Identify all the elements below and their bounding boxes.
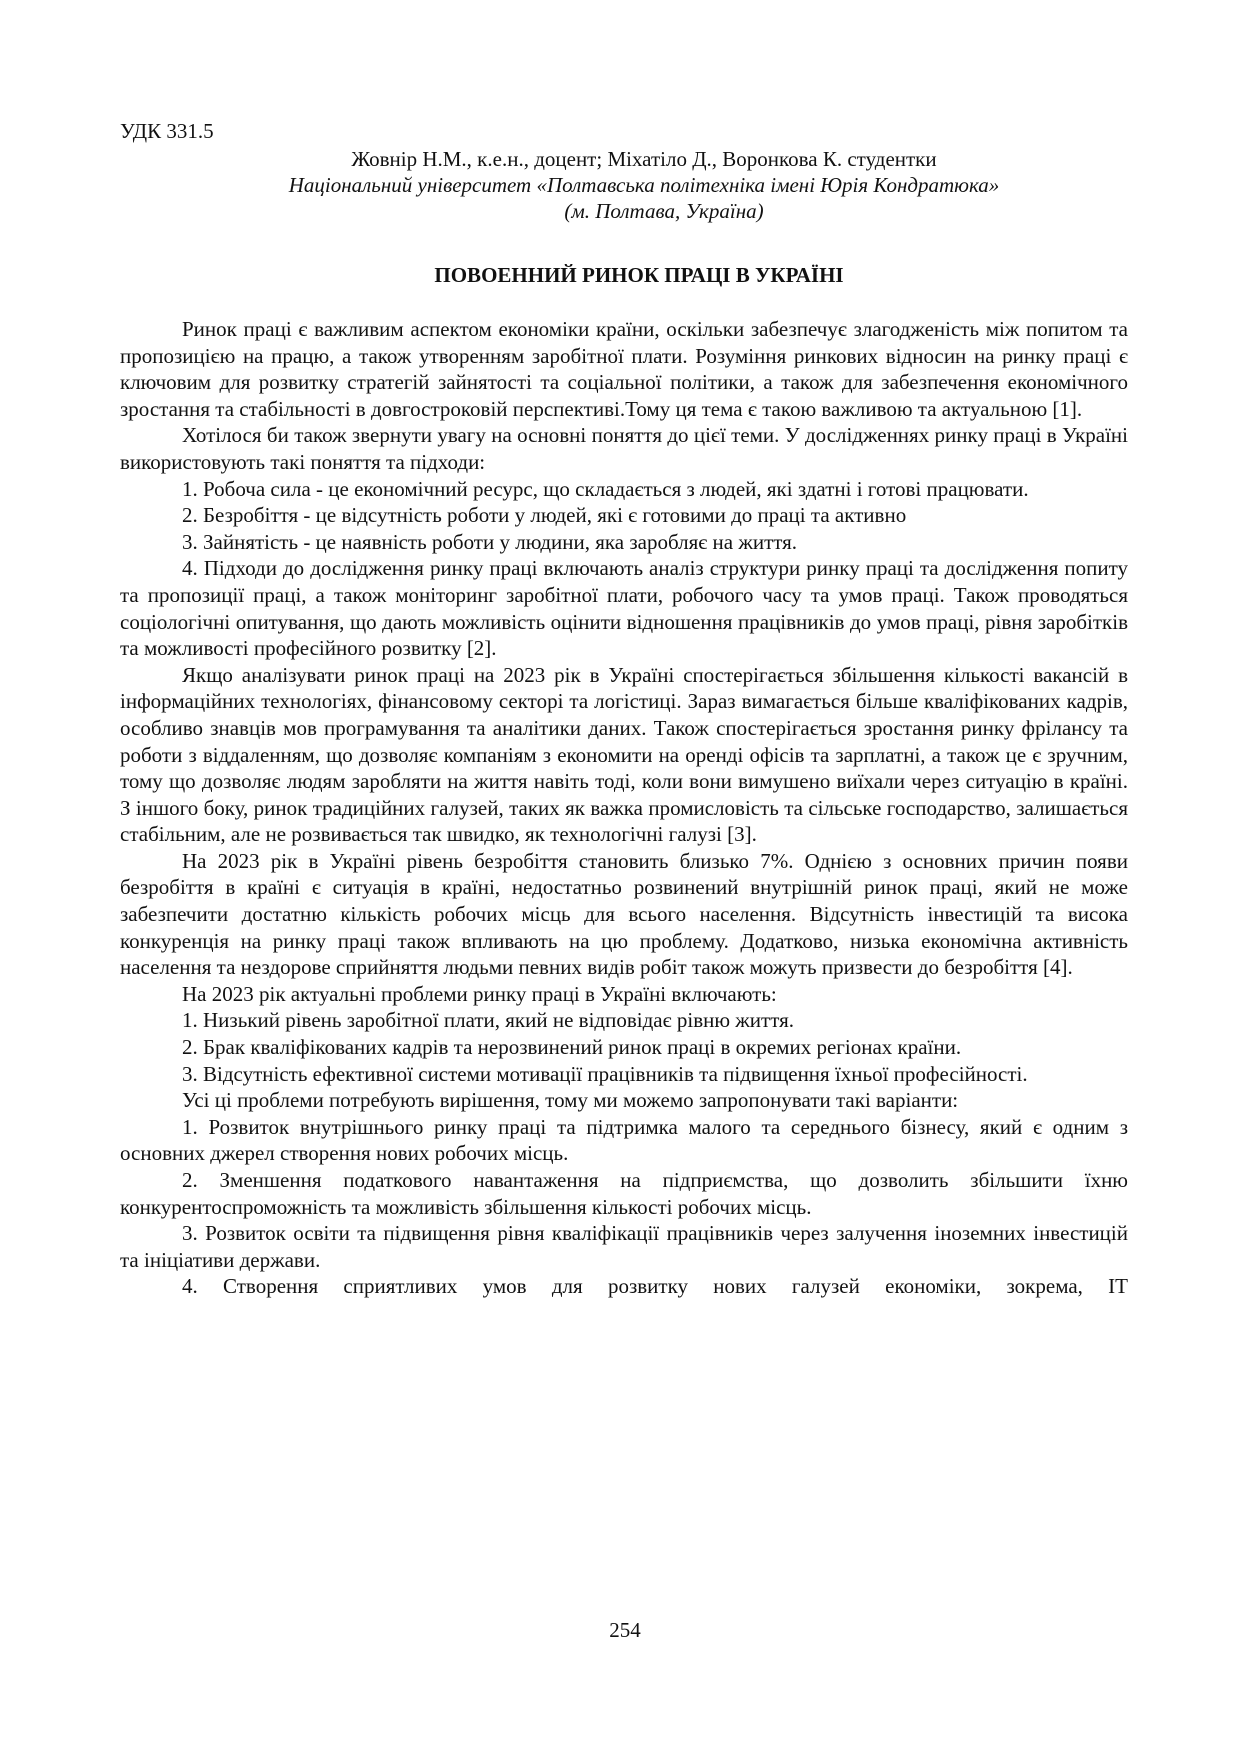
list-item-approaches: 4. Підходи до дослідження ринку праці включають аналіз структури ринку праці та дослідження попиту та пропозиції праці, а також моніторинг заробітної плати, робочого часу та умов праці. Також проводяться соціологічні опитування, що дають можливість оцінити відношення працівників до умов праці, рівня заробітків та можливості професійного розвитку [2]. [120, 556, 1128, 661]
list-item-problem-3: 3. Відсутність ефективної системи мотивації працівників та підвищення їхньої професійності. [182, 1061, 1028, 1086]
city-location: (м. Полтава, Україна) [564, 199, 764, 223]
list-item-problem-2: 2. Брак кваліфікованих кадрів та нерозвинений ринок праці в окремих регіонах країни. [182, 1035, 962, 1060]
list-item-solution-2: 2. Зменшення податкового навантаження на підприємства, що дозволить збільшити їхню конкурентоспроможність та можливість збільшення кількості робочих місць. [120, 1168, 1128, 1219]
document-page [120, 118, 1128, 1300]
list-item-solution-3: 3. Розвиток освіти та підвищення рівня кваліфікації працівників через залучення іноземних інвестицій та ініціативи держави. [120, 1221, 1128, 1272]
list-item-problem-1: 1. Низький рівень заробітної плати, який не відповідає рівню життя. [182, 1008, 795, 1033]
paragraph-concepts: Хотілося би також звернути увагу на основні поняття до цієї теми. У дослідженнях ринку праці в Україні використовують такі поняття та підходи: [120, 423, 1128, 474]
affiliation: Національний університет «Полтавська політехніка імені Юрія Кондратюка» [288, 173, 1000, 197]
udc-code: УДК 331.5 [120, 119, 214, 143]
list-item-solution-1: 1. Розвиток внутрішнього ринку праці та підтримка малого та середнього бізнесу, який є одним з основних джерел створення нових робочих місць. [120, 1114, 1128, 1166]
paragraph-unemployment-rate: На 2023 рік в Україні рівень безробіття становить близько 7%. Однією з основних причин появи безробіття в країні є ситуація в країні, недостатньо розвинений внутрішній ринок праці, який не може забезпечити достатню кількість робочих місць для всього населення. Відсутність інвестицій та висока конкуренція на ринку праці також впливають на цю проблему. Додатково, низька економічна активність населення та нездорове сприйняття людьми певних видів робіт також можуть призвести до безробіття [4]. [120, 848, 1128, 980]
page-number: 254 [609, 1618, 641, 1642]
article-title: ПОВОЕННИЙ РИНОК ПРАЦІ В УКРАЇНІ [434, 263, 844, 287]
authors-line: Жовнір Н.М., к.е.н., доцент; Міхатіло Д., Воронкова К. студентки [351, 147, 937, 171]
paragraph-intro: Ринок праці є важливим аспектом економіки країни, оскільки забезпечує злагодженість між попитом та пропозицією на працю, а також утворенням заробітної плати. Розуміння ринкових відносин на ринку праці є ключовим для розвитку стратегій зайнятості та соціальної політики, а також для забезпечення економічного зростання та стабільності в довгостроковій перспективі.Тому ця тема є такою важливою та актуальною [1]. [120, 317, 1128, 421]
paragraph-solutions-intro: Усі ці проблеми потребують вирішення, тому ми можемо запропонувати такі варіанти: [182, 1088, 959, 1113]
paragraph-market-2023: Якщо аналізувати ринок праці на 2023 рік в Україні спостерігається збільшення кількості вакансій в інформаційних технологіях, фінансовому секторі та логістиці. Зараз вимагається більше кваліфікованих кадрів, особливо знавців мов програмування та аналітики даних. Також спостерігається зростання ринку фрілансу та роботи з віддаленням, що дозволяє компаніям з економити на оренді офісів та зарплатні, а також це є зручним, тому що дозволяє людям заробляти на життя навіть тоді, коли вони вимушено виїхали через ситуацію в країні. З іншого боку, ринок традиційних галузей, таких як важка промисловість та сільське господарство, залишається стабільним, але не розвивається так швидко, як технологічні галузі [3]. [120, 662, 1128, 847]
list-item-labor-force: 1. Робоча сила - це економічний ресурс, що складається з людей, які здатні і готові працювати. [182, 476, 1029, 501]
paragraph-problems-intro: На 2023 рік актуальні проблеми ринку праці в Україні включають: [182, 981, 777, 1006]
list-item-employment: 3. Зайнятість - це наявність роботи у людини, яка заробляє на життя. [182, 529, 798, 554]
list-item-unemployment: 2. Безробіття - це відсутність роботи у людей, які є готовими до праці та активно [182, 503, 907, 528]
list-item-solution-4: 4. Створення сприятливих умов для розвитку нових галузей економіки, зокрема, IT [182, 1274, 1128, 1299]
article-body [120, 316, 1128, 1300]
